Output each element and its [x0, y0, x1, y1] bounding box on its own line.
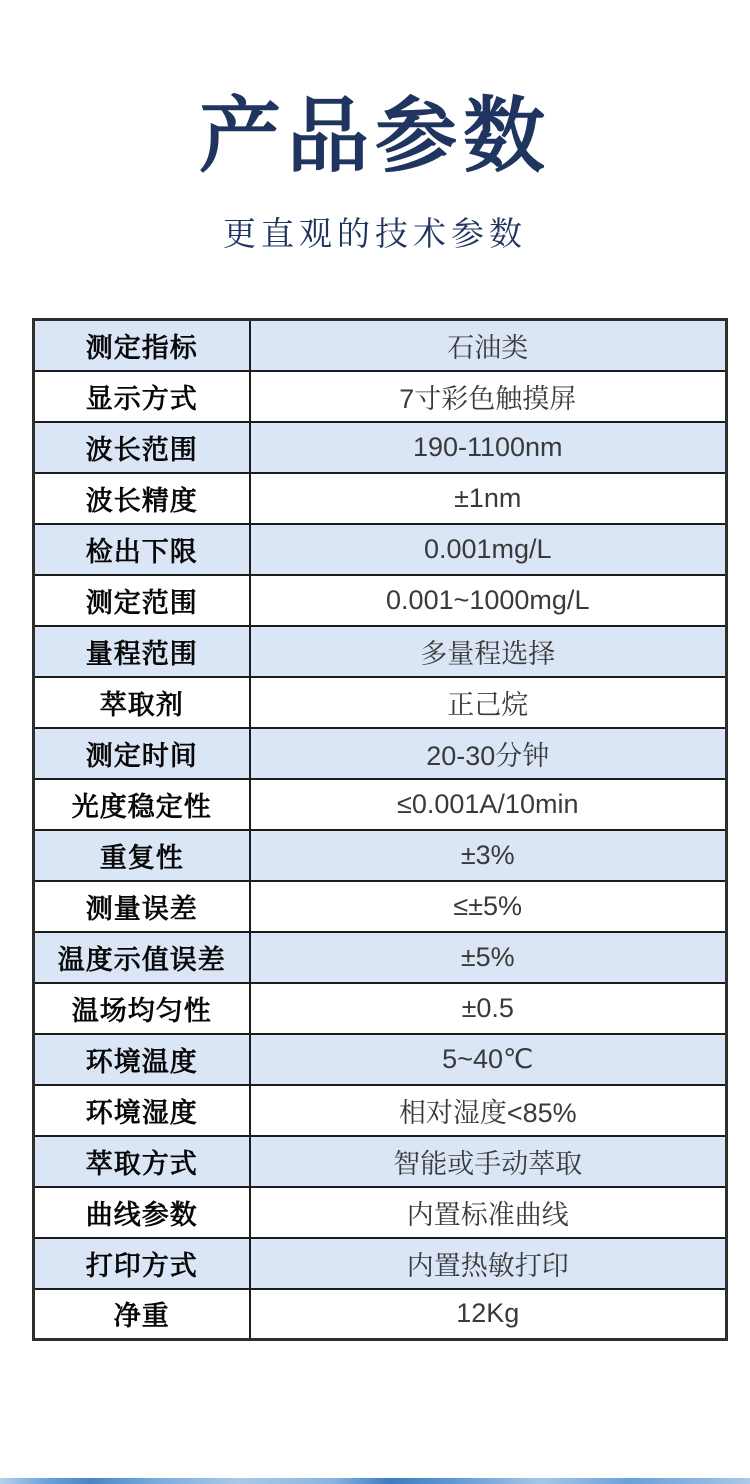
param-value: 7寸彩色触摸屏 — [250, 371, 727, 422]
table-row — [34, 1238, 727, 1289]
table-row — [34, 524, 727, 575]
table-row — [34, 371, 727, 422]
spec-table — [32, 318, 728, 1341]
table-row — [34, 1085, 727, 1136]
param-label: 波长范围 — [34, 422, 250, 473]
table-row — [34, 728, 727, 779]
param-value: 0.001~1000mg/L — [250, 575, 727, 626]
param-label: 曲线参数 — [34, 1187, 250, 1238]
param-label: 检出下限 — [34, 524, 250, 575]
param-value: 内置标准曲线 — [250, 1187, 727, 1238]
page-header — [0, 0, 750, 255]
param-label: 测量误差 — [34, 881, 250, 932]
param-value: 内置热敏打印 — [250, 1238, 727, 1289]
param-value: ±3% — [250, 830, 727, 881]
param-label: 环境温度 — [34, 1034, 250, 1085]
param-label: 显示方式 — [34, 371, 250, 422]
bottom-decor-strip — [0, 1478, 750, 1484]
param-label: 测定指标 — [34, 320, 250, 371]
table-row — [34, 830, 727, 881]
table-row — [34, 575, 727, 626]
param-label: 测定范围 — [34, 575, 250, 626]
param-value: 12Kg — [250, 1289, 727, 1340]
param-label: 重复性 — [34, 830, 250, 881]
param-value: 0.001mg/L — [250, 524, 727, 575]
table-row — [34, 1034, 727, 1085]
param-value: ±5% — [250, 932, 727, 983]
table-row — [34, 626, 727, 677]
param-label: 萃取方式 — [34, 1136, 250, 1187]
param-value: 正己烷 — [250, 677, 727, 728]
param-value: 相对湿度<85% — [250, 1085, 727, 1136]
param-label: 量程范围 — [34, 626, 250, 677]
param-label: 打印方式 — [34, 1238, 250, 1289]
table-row — [34, 779, 727, 830]
param-value: ≤0.001A/10min — [250, 779, 727, 830]
spec-table-body — [34, 320, 727, 1340]
param-label: 温场均匀性 — [34, 983, 250, 1034]
param-label: 波长精度 — [34, 473, 250, 524]
param-value: 190-1100nm — [250, 422, 727, 473]
table-row — [34, 1289, 727, 1340]
table-row — [34, 983, 727, 1034]
param-label: 光度稳定性 — [34, 779, 250, 830]
table-row — [34, 1187, 727, 1238]
table-row — [34, 422, 727, 473]
param-label: 温度示值误差 — [34, 932, 250, 983]
param-label: 环境湿度 — [34, 1085, 250, 1136]
table-row — [34, 677, 727, 728]
param-value: ≤±5% — [250, 881, 727, 932]
page-subtitle: 更直观的技术参数 — [223, 215, 527, 253]
page-title: 产品参数 — [198, 91, 551, 182]
param-value: 5~40℃ — [250, 1034, 727, 1085]
param-label: 净重 — [34, 1289, 250, 1340]
table-row — [34, 1136, 727, 1187]
table-row — [34, 932, 727, 983]
param-value: 石油类 — [250, 320, 727, 371]
param-value: ±0.5 — [250, 983, 727, 1034]
param-label: 测定时间 — [34, 728, 250, 779]
spec-table-container — [32, 318, 728, 1341]
param-value: 多量程选择 — [250, 626, 727, 677]
table-row — [34, 881, 727, 932]
param-label: 萃取剂 — [34, 677, 250, 728]
param-value: ±1nm — [250, 473, 727, 524]
table-row — [34, 320, 727, 371]
table-row — [34, 473, 727, 524]
param-value: 20-30分钟 — [250, 728, 727, 779]
param-value: 智能或手动萃取 — [250, 1136, 727, 1187]
